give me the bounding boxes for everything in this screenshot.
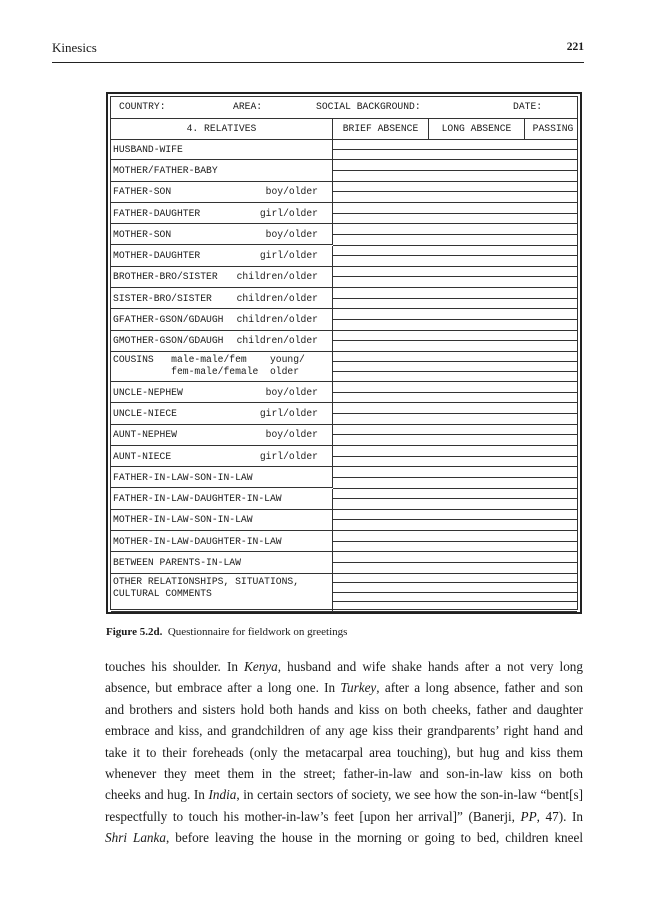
relative-name: MOTHER-DAUGHTER [113,250,201,262]
relative-row-label [111,331,333,352]
answer-line [333,601,577,602]
relative-name: FATHER-IN-LAW-SON-IN-LAW [113,471,253,483]
relative-name: OTHER RELATIONSHIPS, SITUATIONS, CULTURAL COMMENTS [113,575,300,599]
answer-line [333,573,577,574]
answer-line [333,434,577,435]
relative-row-label [111,160,333,181]
relative-name: UNCLE-NIECE [113,407,177,419]
answer-line [333,202,577,203]
running-header [52,38,584,63]
age-group: children/older [236,271,318,283]
text-run: , 47). In [536,808,583,824]
age-group: children/older [236,292,318,304]
relative-row-label [111,139,333,160]
age-group: boy/older [265,386,318,398]
column-header-row [111,118,577,140]
relative-row-label [111,203,333,224]
answer-line [333,371,577,372]
answer-line [333,351,577,352]
paragraph-line [105,806,583,827]
italic-term: India [208,787,237,803]
text-run: absence, but embrace after a long one. In [105,680,341,696]
page-number: 221 [566,41,584,53]
answer-line [333,319,577,320]
answer-line [333,551,577,552]
paragraph-line [105,827,583,848]
answer-line [333,181,577,182]
answer-line [333,592,577,593]
answer-line [333,234,577,235]
text-run: embrace and kiss, and grandchildren of any age kiss their grandparents’ right hand and [105,723,583,739]
answer-line [333,456,577,457]
answer-line [333,509,577,510]
relative-row-label [111,489,333,510]
paragraph-line [105,763,583,784]
relative-name: MOTHER-IN-LAW-DAUGHTER-IN-LAW [113,535,282,547]
text-run: , after a long absence, father and son [376,680,583,696]
age-group: girl/older [259,407,318,419]
paragraph-line [105,742,583,763]
country-field-label: COUNTRY: [119,101,166,112]
relative-row-label [111,510,333,531]
answer-line [333,392,577,393]
relative-row-label [111,446,333,467]
long-absence-column-header: LONG ABSENCE [429,118,525,139]
body-paragraph [105,656,583,849]
relative-row-label [111,246,333,267]
italic-term: PP [520,808,537,824]
relative-row-label [111,467,333,488]
text-run: , in certain sectors of society, we see how the son-in-law “bent[s] [236,787,583,803]
text-run: touches his shoulder. In [105,659,245,674]
italic-term: Shri Lanka [105,830,166,846]
italic-term: Kenya [244,659,278,674]
relative-row-label [111,425,333,446]
relative-name: BROTHER-BRO/SISTER [113,271,218,283]
relative-row-label [111,182,333,203]
figure-caption [106,626,347,638]
paragraph-line [105,656,583,677]
answer-line [333,266,577,267]
age-group: girl/older [259,250,318,262]
age-group: boy/older [265,429,318,441]
answer-line [333,519,577,520]
answer-line [333,287,577,288]
text-run: take it to their foreheads (only the metacarpal area touching), but hug and kiss them [105,744,583,760]
greetings-questionnaire-form [106,92,582,614]
answer-line [333,402,577,403]
relative-name: FATHER-IN-LAW-DAUGHTER-IN-LAW [113,493,282,505]
text-run: cheeks and hug. In [105,787,209,803]
answer-line [333,413,577,414]
text-run: and brothers and sisters hold both hands and kiss on both cheeks, father and daughter [105,701,583,717]
relative-row-label [111,574,333,612]
relative-name: UNCLE-NEPHEW [113,386,183,398]
figure-label: Figure 5.2d. [106,626,163,638]
answer-line [333,255,577,256]
text-run: respectfully to touch his mother-in-law’s feet [upon her arrival]” (Banerji, [105,808,521,824]
relatives-column-header: 4. RELATIVES [111,118,333,139]
paragraph-line [105,699,583,720]
answer-line [333,477,577,478]
date-field-label: DATE: [513,101,543,112]
relative-name: COUSINS male-male/fem young/ fem-male/female older [113,354,305,377]
answer-line [333,488,577,489]
relative-name: GMOTHER-GSON/GDAUGH [113,335,224,347]
age-group: boy/older [265,186,318,198]
brief-absence-column-header: BRIEF ABSENCE [333,118,429,139]
passing-column-header: PASSING [532,123,574,134]
relative-name: FATHER-SON [113,186,172,198]
answer-line [333,361,577,362]
answer-line [333,223,577,224]
answer-line [333,582,577,583]
relative-name: GFATHER-GSON/GDAUGH [113,314,224,326]
relative-name: MOTHER/FATHER-BABY [113,164,218,176]
answer-line [333,445,577,446]
answer-line [333,498,577,499]
answer-line [333,159,577,160]
text-run: , before leaving the house in the morning or going to bed, children kneel [165,830,584,846]
age-group: children/older [236,314,318,326]
form-header-row [111,97,577,119]
answer-line [333,611,577,612]
answer-line [333,330,577,331]
relative-name: FATHER-DAUGHTER [113,207,201,219]
answer-line [333,381,577,382]
answer-line [333,213,577,214]
relative-name: MOTHER-IN-LAW-SON-IN-LAW [113,514,253,526]
answer-line [333,340,577,341]
text-run: , husband and wife shake hands after a not very long [277,659,583,674]
relative-name: AUNT-NEPHEW [113,429,177,441]
answer-line [333,149,577,150]
answer-line [333,276,577,277]
answer-line [333,424,577,425]
relative-row-label [111,552,333,573]
age-group: boy/older [265,228,318,240]
age-group: girl/older [259,207,318,219]
running-title: Kinesics [52,40,97,55]
text-run: whenever they meet them in the street; father-in-law and son-in-law kiss on both [105,765,583,781]
age-group: children/older [236,335,318,347]
relative-row-label [111,309,333,330]
relative-name: SISTER-BRO/SISTER [113,292,212,304]
answer-line [333,298,577,299]
relative-row-label [111,288,333,309]
relative-row-label [111,403,333,424]
answer-line [333,562,577,563]
answer-line [333,530,577,531]
answer-line [333,170,577,171]
form-inner-frame [110,96,578,610]
relative-row-label [111,352,333,382]
area-field-label: AREA: [233,101,263,112]
relative-name: BETWEEN PARENTS-IN-LAW [113,557,241,569]
relative-name: HUSBAND-WIFE [113,143,183,155]
paragraph-line [105,784,583,805]
social-background-field-label: SOCIAL BACKGROUND: [316,101,421,112]
relative-row-label [111,224,333,245]
italic-term: Turkey [340,680,377,696]
paragraph-line [105,720,583,741]
figure-caption-text: Questionnaire for fieldwork on greetings [167,626,348,638]
age-group: girl/older [259,450,318,462]
relative-row-label [111,267,333,288]
answer-line [333,191,577,192]
relative-row-label [111,382,333,403]
answer-line [333,308,577,309]
relative-name: MOTHER-SON [113,228,172,240]
relative-name: AUNT-NIECE [113,450,172,462]
paragraph-line [105,677,583,698]
relative-row-label [111,531,333,552]
answer-line [333,245,577,246]
answer-line [333,541,577,542]
answer-line [333,466,577,467]
